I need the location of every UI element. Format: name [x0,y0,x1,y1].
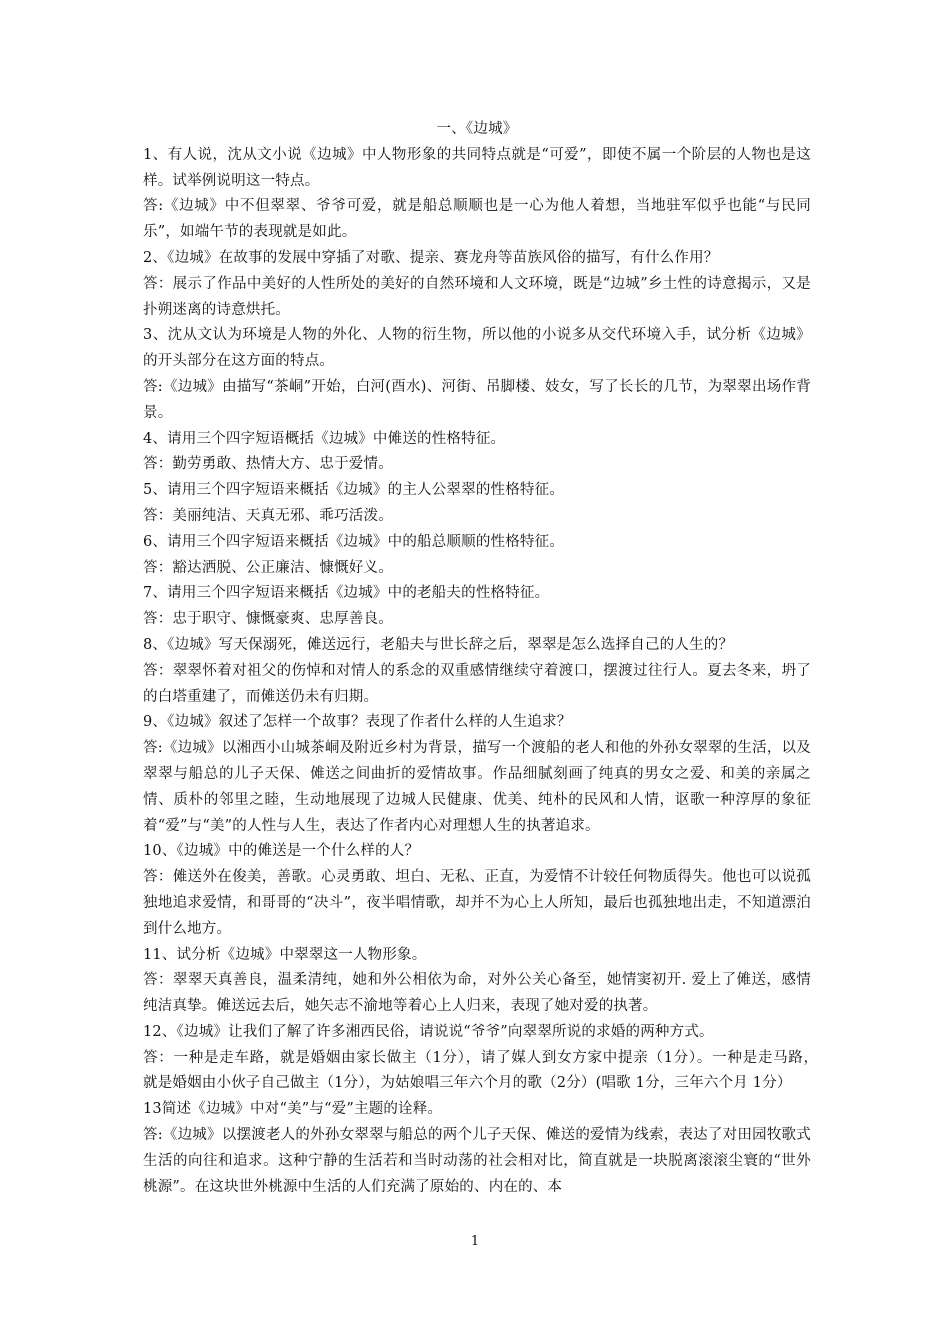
question-10: 10、《边城》中的傩送是一个什么样的人？ [143,843,420,860]
answer-1: 答:《边城》中不但翠翠、爷爷可爱，就是船总顺顺也是一心为他人着想，当地驻军似乎也能“与民同乐”，如端午节的表现就是如此。 [143,198,811,241]
question-4: 4、请用三个四字短语概括《边城》中傩送的性格特征。 [143,430,506,447]
question-5: 5、请用三个四字短语来概括《边城》的主人公翠翠的性格特征。 [143,482,565,499]
question-11: 11、试分析《边城》中翠翠这一人物形象。 [143,946,427,963]
question-7: 7、请用三个四字短语来概括《边城》中的老船夫的性格特征。 [143,585,550,602]
answer-6: 答：豁达洒脱、公正廉洁、慷慨好义。 [143,559,393,576]
question-2: 2、《边城》在故事的发展中穿插了对歌、提亲、赛龙舟等苗族风俗的描写，有什么作用？ [143,249,719,266]
question-9: 9、《边城》叙述了怎样一个故事？表现了作者什么样的人生追求？ [143,714,572,731]
document-body [143,117,826,1200]
answer-7: 答：忠于职守、慷慨豪爽、忠厚善良。 [143,611,393,628]
answer-10: 答：傩送外在俊美，善歌。心灵勇敢、坦白、无私、正直，为爱情不计较任何物质得失。他也可以说孤独地追求爱情，和哥哥的“决斗”，夜半唱情歌，却并不为心上人所知，最后也孤独地出走，不知道漂泊到什么地方。 [143,869,811,937]
answer-2: 答：展示了作品中美好的人性所处的美好的自然环境和人文环境，既是“边城”乡土性的诗意揭示，又是扑朔迷离的诗意烘托。 [143,275,811,318]
question-13: 13简述《边城》中对“美”与“爱”主题的诠释。 [143,1101,443,1118]
question-12: 12、《边城》让我们了解了许多湘西民俗，请说说“爷爷”向翠翠所说的求婚的两种方式。 [143,1023,714,1040]
answer-8: 答：翠翠怀着对祖父的伤悼和对情人的系念的双重感情继续守着渡口，摆渡过往行人。夏去冬来，坍了的白塔重建了，而傩送仍未有归期。 [143,662,811,705]
answer-13: 答:《边城》以摆渡老人的外孙女翠翠与船总的两个儿子天保、傩送的爱情为线索，表达了对田园牧歌式生活的向往和追求。这种宁静的生活若和当时动荡的社会相对比，简直就是一块脱离滚滚尘寰的“世外桃源”。在这块世外桃源中生活的人们充满了原始的、内在的、本 [143,1127,811,1195]
question-1: 1、有人说，沈从文小说《边城》中人物形象的共同特点就是“可爱”，即使不属一个阶层的人物也是这样。试举例说明这一特点。 [143,146,811,189]
answer-4: 答：勤劳勇敢、热情大方、忠于爱情。 [143,456,393,473]
question-3: 3、沈从文认为环境是人物的外化、人物的衍生物，所以他的小说多从交代环境入手，试分析《边城》的开头部分在这方面的特点。 [143,327,811,370]
answer-12: 答：一种是走车路，就是婚姻由家长做主（1分），请了媒人到女方家中提亲（1分）。一种是走马路， 就是婚姻由小伙子自己做主（1分），为姑娘唱三年六个月的歌（2分）(唱歌 1分，三年六个月 1分） [143,1049,826,1092]
answer-11: 答：翠翠天真善良，温柔清纯，她和外公相依为命，对外公关心备至，她情窦初开. 爱上了傩送，感情纯洁真挚。傩送远去后，她矢志不渝地等着心上人归来，表现了她对爱的执著。 [143,972,811,1015]
document-title: 一、《边城》 [436,121,518,137]
answer-5: 答：美丽纯洁、天真无邪、乖巧活泼。 [143,507,393,524]
answer-9: 答:《边城》以湘西小山城茶峒及附近乡村为背景，描写一个渡船的老人和他的外孙女翠翠的生活，以及翠翠与船总的儿子天保、傩送之间曲折的爱情故事。作品细腻刻画了纯真的男女之爱、和美的亲属之情、质朴的邻里之睦，生动地展现了边城人民健康、优美、纯朴的民风和人情，讴歌一种淳厚的象征着“爱”与“美”的人性与人生，表达了作者内心对理想人生的执著追求。 [143,740,811,834]
page-number: 1 [470,1234,480,1249]
question-6: 6、请用三个四字短语来概括《边城》中的船总顺顺的性格特征。 [143,533,565,550]
answer-3: 答:《边城》由描写“茶峒”开始，白河(酉水)、河街、吊脚楼、妓女，写了长长的几节，为翠翠出场作背景。 [143,378,811,421]
question-8: 8、《边城》写天保溺死，傩送远行，老船夫与世长辞之后，翠翠是怎么选择自己的人生的？ [143,636,734,653]
